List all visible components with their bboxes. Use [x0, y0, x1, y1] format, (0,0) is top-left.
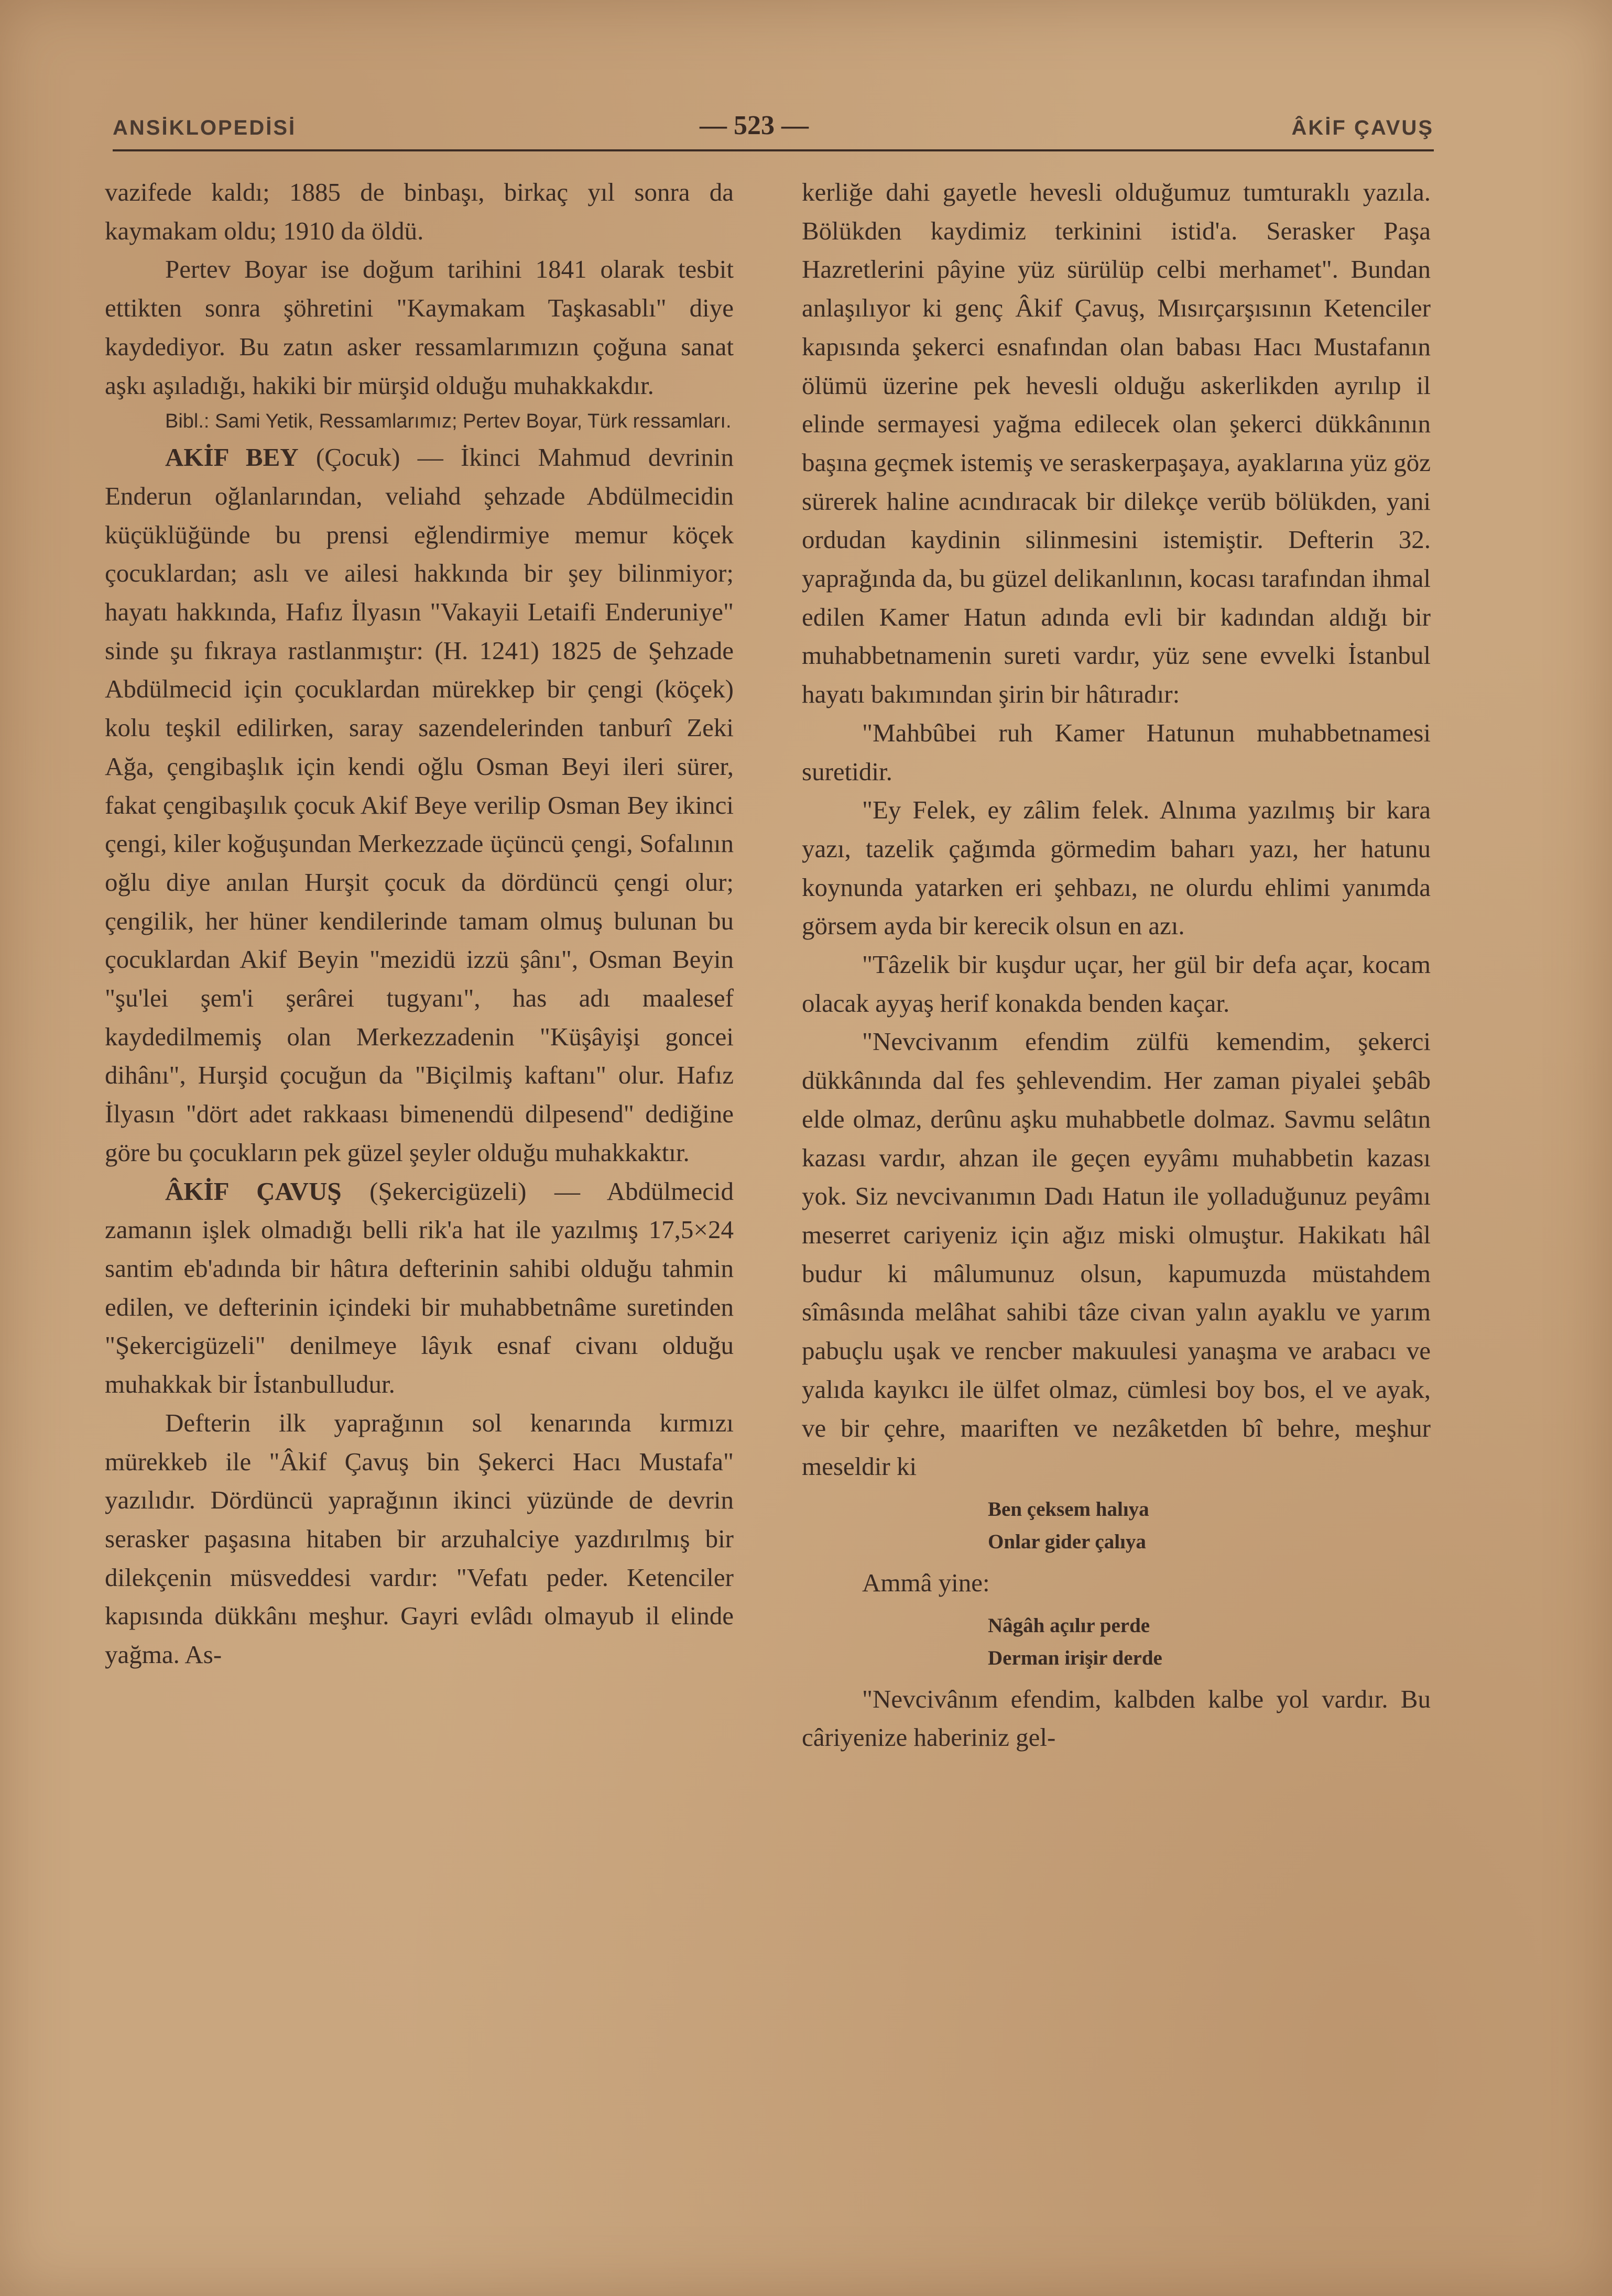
verse-line: Onlar gider çalıya	[988, 1530, 1146, 1553]
paragraph: "Nevcivânım efendim, kalbden kalbe yol vardır. Bu câriyenize haberiniz gel-	[802, 1684, 1431, 1752]
running-head-right: ÂKİF ÇAVUŞ	[1291, 116, 1434, 139]
verse-line: Nâgâh açılır perde	[988, 1614, 1150, 1637]
header-rule	[113, 149, 1434, 151]
bibliography: Bibl.: Sami Yetik, Ressamlarımız; Pertev Boyar, Türk ressamları.	[165, 410, 732, 433]
paragraph: vazifede kaldı; 1885 de binbaşı, birkaç yıl sonra da kaymakam oldu; 1910 da öldü.	[105, 178, 734, 245]
entry-text: (Çocuk) — İkinci Mahmud devrinin Enderun oğlanlarından, veliahd şehzade Abdülmecidin küçüklüğünde bu prensi eğlendirmiye memur köçek çocuklardan; aslı ve ailesi hakkında bir şey bilinmiyor; hayatı hakkında, Hafız İlyasın "Vakayii Letaifi Enderuniye" sinde şu fıkraya rastlanmıştır: (H. 1241) 1825 de Şehzade Abdülmecid için çocuklardan mürekkep bir çengi (köçek) kolu teşkil edilirken, saray sazendelerinden tanburî Zeki Ağa, çengibaşlık için kendi oğlu Osman Beyi ileri sürer, fakat çengibaşılık çocuk Akif Beye verilip Osman Bey ikinci çengi, kiler koğuşundan Merkezzade üçüncü çengi, Sofalının oğlu diye anılan Hurşit çocuk da dördüncü çengi olur; çengilik, her hüner kendilerinde tamam olmuş bulunan bu çocuklardan Akif Beyin "mezidü izzü şânı", Osman Beyin "şu'lei şem'i şerârei tugyanı", has adı maalesef kaydedilmemiş olan Merkezzadenin "Küşâyişi goncei dihânı", Hurşid çocuğun da "Biçilmiş kaftanı" olur. Hafız İlyasın "dört adet rakkaası bimenendü dilpesend" dediğine göre bu çocukların pek güzel şeyler olduğu muhakkaktır.	[105, 443, 734, 1167]
paragraph: "Nevcivanım efendim zülfü kemendim, şekerci dükkânında dal fes şehlevendim. Her zaman piyalei şebâb elde olmaz, derûnu aşku muhabbetle dolmaz. Savmu selâtın kazası vardır, ahzan ile geçen eyyâmı muhabbetin kazası yok. Siz nevcivanımın Dadı Hatun ile yolladuğunuz peyâmı meserret cariyeniz için ağız miski olmuştur. Hakikatı hâl budur ki mâlumunuz olsun, kapumuzda müstahdem sîmâsında melâhat sahibi tâze civan yalın ayaklu ve yarım pabuçlu uşak ve rencber makuulesi yanaşma ve arabacı ve yalıda kayıkcı ile ülfet olmaz, cümlesi boy bos, el ve ayak, ve bir çehre, maariften ve nezâketden bî behre, meşhur meseldir ki	[802, 1027, 1431, 1481]
left-column	[105, 173, 734, 1674]
paragraph: Defterin ilk yaprağının sol kenarında kırmızı mürekkeb ile "Âkif Çavuş bin Şekerci Hacı Mustafa" yazılıdır. Dördüncü yaprağının ikinci yüzünde de devrin serasker paşasına hitaben bir arzuhalciye yazdırılmış bir dilekçenin müsveddesi vardır: "Vefatı peder. Ketenciler kapısında dükkânı meşhur. Gayri evlâdı olmayub il elinde yağma. As-	[105, 1408, 734, 1669]
paragraph: "Tâzelik bir kuşdur uçar, her gül bir defa açar, kocam olacak ayyaş herif konakda benden kaçar.	[802, 950, 1431, 1018]
paragraph: kerliğe dahi gayetle hevesli olduğumuz tumturaklı yazıla. Bölükden kaydimiz terkinini istid'a. Serasker Paşa Hazretlerini pâyine yüz sürülüp celbi merhamet". Bundan anlaşılıyor ki genç Âkif Çavuş, Mısırçarşısının Ketenciler kapısında şekerci esnafından olan babası Hacı Mustafanın ölümü üzerine pek hevesli olduğu askerlikden ayrılıp il elinde sermayesi yağma edilecek olan şekerci dükkânının başına geçmek istemiş ve seraskerpaşaya, ayaklarına yüz göz sürerek haline acındıracak bir dilekçe verüb bölükden, yani ordudan kaydinin silinmesini istemiştir. Defterin 32. yaprağında da, bu güzel delikanlının, kocası tarafından ihmal edilen Kamer Hatun adında evli bir kadından aldığı bir muhabbetnamenin sureti vardır, yüz sene evvelki İstanbul hayatı bakımından şirin bir hâtıradır:	[802, 178, 1431, 709]
paragraph: "Mahbûbei ruh Kamer Hatunun muhabbetnamesi suretidir.	[802, 718, 1431, 786]
entry-text: (Şekercigüzeli) — Abdülmecid zamanın işlek olmadığı belli rik'a hat ile yazılmış 17,5×24 santim eb'adında bir hâtıra defterinin sahibi olduğu tahmin edilen, ve defterinin içindeki bir muhabbetnâme suretinden "Şekercigüzeli" denilmeye lâyık esnaf civanı olduğu muhakkak bir İstanbulludur.	[105, 1176, 734, 1399]
paragraph: Ammâ yine:	[862, 1568, 990, 1597]
right-column	[802, 173, 1431, 1757]
entry-akif-bey	[105, 438, 734, 1172]
entry-akif-cavus	[105, 1172, 734, 1404]
page-header	[113, 110, 1434, 147]
paragraph: "Ey Felek, ey zâlim felek. Alnıma yazılmış bir kara yazı, tazelik çağımda görmedim baharı yazı, her hatunu koynunda yatarken eri şehbazı, ne olurdu ehlimi yanımda görsem ayda bir kerecik olsun en azı.	[802, 795, 1431, 941]
verse-block	[802, 1493, 1431, 1558]
page-number: — 523 —	[700, 111, 809, 140]
entry-heading: AKİF BEY	[165, 443, 299, 472]
verse-block	[802, 1610, 1431, 1675]
verse-line: Derman irişir derde	[988, 1646, 1162, 1669]
running-head-left: ANSİKLOPEDİSİ	[113, 116, 297, 139]
entry-heading: ÂKİF ÇAVUŞ	[165, 1176, 342, 1206]
verse-line: Ben çeksem halıya	[988, 1497, 1149, 1521]
paragraph: Pertev Boyar ise doğum tarihini 1841 olarak tesbit ettikten sonra şöhretini "Kaymakam Taşkasablı" diye kaydediyor. Bu zatın asker ressamlarımızın çoğuna sanat aşkı aşıladığı, hakiki bir mürşid olduğu muhakkakdır.	[105, 255, 734, 400]
